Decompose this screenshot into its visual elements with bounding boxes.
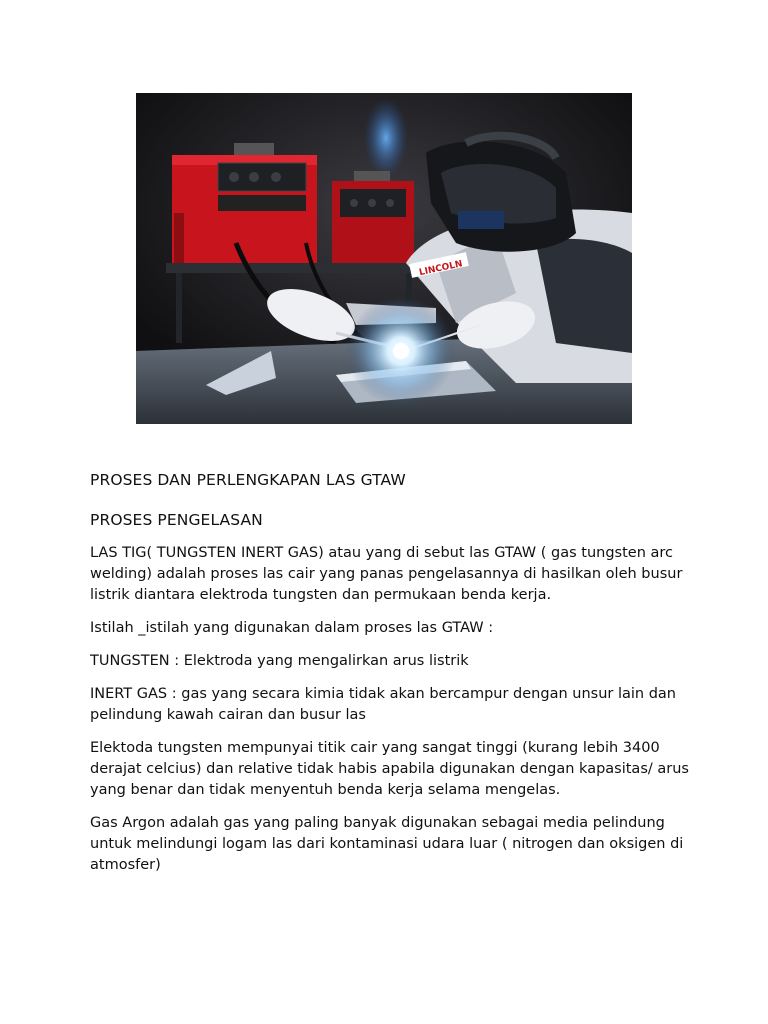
document-body [90,470,690,888]
welding-photo [136,93,632,424]
page-title: PROSES DAN PERLENGKAPAN LAS GTAW [90,471,406,489]
cart [166,263,416,273]
paragraph-inert-gas: INERT GAS : gas yang secara kimia tidak akan bercampur dengan unsur lain dan pelindung kawah cairan dan busur las [90,686,676,723]
welding-machine-large [172,143,317,273]
paragraph-electrode: Elektoda tungsten mempunyai titik cair yang sangat tinggi (kurang lebih 3400 derajat celcius) dan relative tidak habis apabila digunakan dengan kapasitas/ arus yang benar dan tidak menyentuh benda kerja selama mengelas. [90,740,689,798]
section-title: PROSES PENGELASAN [90,511,263,529]
paragraph-definition: LAS TIG( TUNGSTEN INERT GAS) atau yang di sebut las GTAW ( gas tungsten arc welding) adalah proses las cair yang panas pengelasannya di hasilkan oleh busur listrik diantara elektroda tungsten dan permukaan benda kerja. [90,545,683,603]
paragraph-tungsten: TUNGSTEN : Elektroda yang mengalirkan arus listrik [90,653,469,669]
paragraph-argon: Gas Argon adalah gas yang paling banyak digunakan sebagai media pelindung untuk melindungi logam las dari kontaminasi udara luar ( nitrogen dan oksigen di atmosfer) [90,815,684,873]
welding-illustration [136,93,632,424]
welding-machine-small [332,171,414,271]
lincoln-logo: LINCOLN [418,259,464,279]
paragraph-terms-intro: Istilah _istilah yang digunakan dalam proses las GTAW : [90,620,494,636]
background-flame [364,98,408,178]
